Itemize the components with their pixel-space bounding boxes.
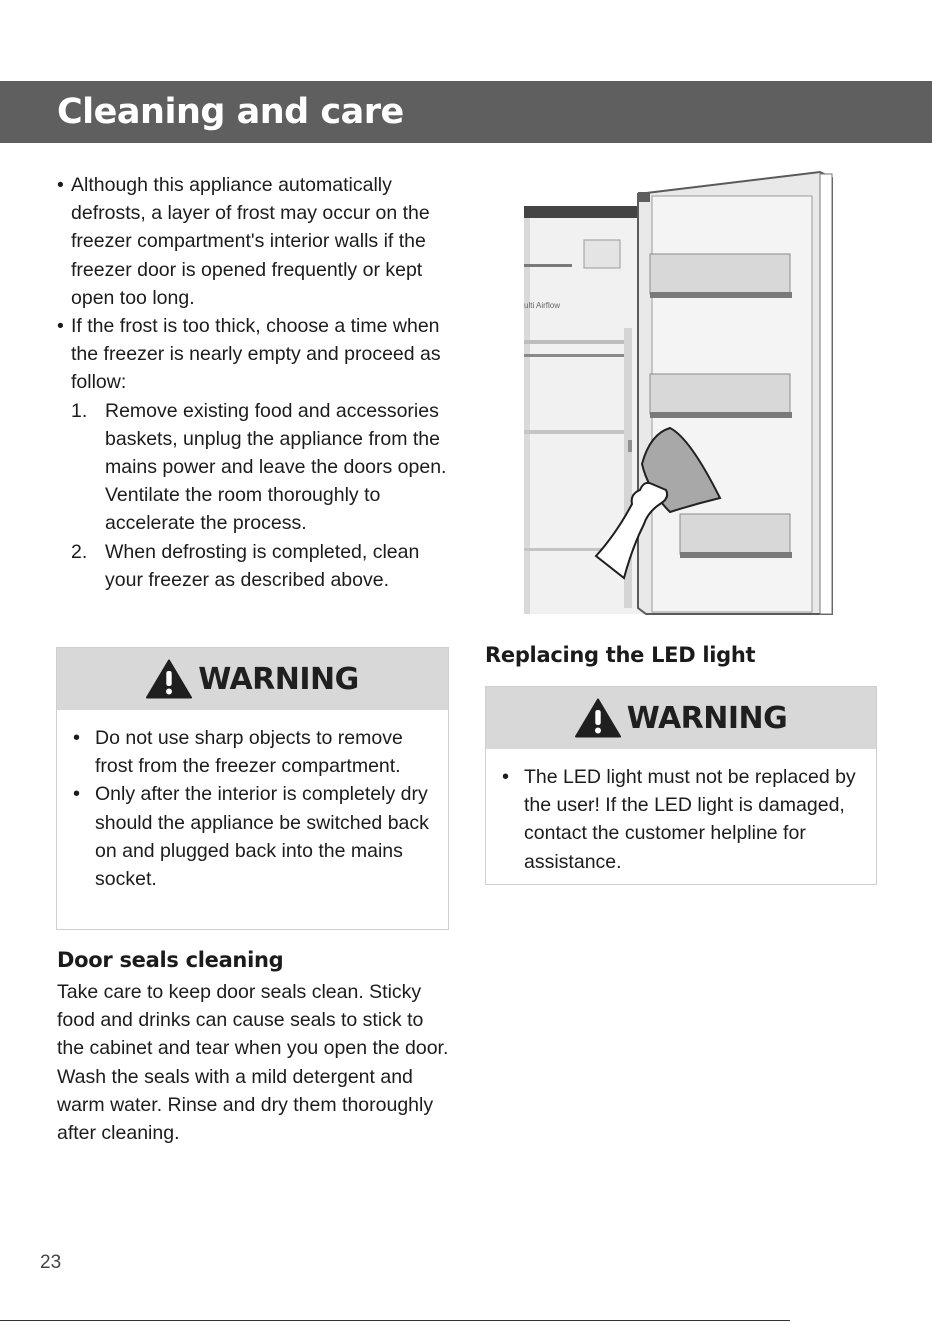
warning-text: Only after the interior is completely dry should the appliance be switched back on and plugged back into the mains socket.: [95, 783, 429, 891]
bullet-text: Although this appliance automatically defrosts, a layer of frost may occur on the freezer compartment's interior walls if the freezer door is opened frequently or kept open too long.: [71, 174, 430, 309]
page-number: 23: [40, 1252, 62, 1273]
warning-body: [57, 710, 448, 893]
list-item: • Although this appliance automatically defrosts, a layer of frost may occur on the freezer compartment's interior walls if the freezer door is opened frequently or kept open too long.: [57, 174, 430, 309]
list-item: • Do not use sharp objects to remove frost from the freezer compartment.: [73, 727, 403, 778]
door-seals-heading: Door seals cleaning: [57, 948, 284, 972]
list-item: • The LED light must not be replaced by the user! If the LED light is damaged, contact the customer helpline for assistance.: [502, 766, 856, 873]
footer-rule: [0, 1320, 790, 1321]
step-item: [71, 397, 452, 538]
door-seals-text: Take care to keep door seals clean. Sticky food and drinks can cause seals to stick to the cabinet and tear when you open the door. Wash the seals with a mild detergent and warm water. Rinse and dry them thoroughly after cleaning.: [57, 981, 449, 1145]
warning-box-led: [485, 686, 877, 885]
warning-body: [486, 749, 876, 876]
fridge-cleaning-illustration: [520, 168, 838, 616]
led-heading: Replacing the LED light: [485, 643, 756, 667]
warning-text: Do not use sharp objects to remove frost from the freezer compartment.: [95, 727, 403, 778]
step-text: Remove existing food and accessories baskets, unplug the appliance from the mains power and leave the doors open. Ventilate the room thoroughly to accelerate the process.: [105, 399, 447, 535]
warning-box-defrost: [56, 647, 449, 930]
list-item: • Only after the interior is completely dry should the appliance be switched back on and plugged back into the mains socket.: [73, 783, 429, 891]
step-text: When defrosting is completed, clean your freezer as described above.: [105, 540, 420, 591]
step-number: 2.: [71, 540, 88, 563]
step-number: 1.: [71, 399, 88, 422]
warning-header: [57, 648, 448, 710]
page-title: Cleaning and care: [57, 92, 404, 132]
step-item: [71, 538, 452, 594]
warning-header: [486, 687, 876, 749]
defrost-section: [57, 171, 452, 594]
warning-triangle-icon: [146, 659, 192, 699]
warning-triangle-icon: [575, 698, 621, 738]
list-item: • If the frost is too thick, choose a time when the freezer is nearly empty and proceed as follow: 1. Remove existing food and accessories baskets, unplug the appliance from the mains power and leave the doors open. Ventilate the room thoroughly to accelerate the process. 2. When defrosting is completed, clean your freezer as described above.: [57, 312, 452, 594]
brand-label: ulti Airflow: [524, 301, 561, 310]
bullet-text: If the frost is too thick, choose a time when the freezer is nearly empty and proceed as follow:: [71, 315, 441, 394]
warning-text: The LED light must not be replaced by the user! If the LED light is damaged, contact the customer helpline for assistance.: [524, 766, 856, 873]
warning-title: WARNING: [626, 700, 788, 736]
warning-title: WARNING: [198, 661, 359, 697]
